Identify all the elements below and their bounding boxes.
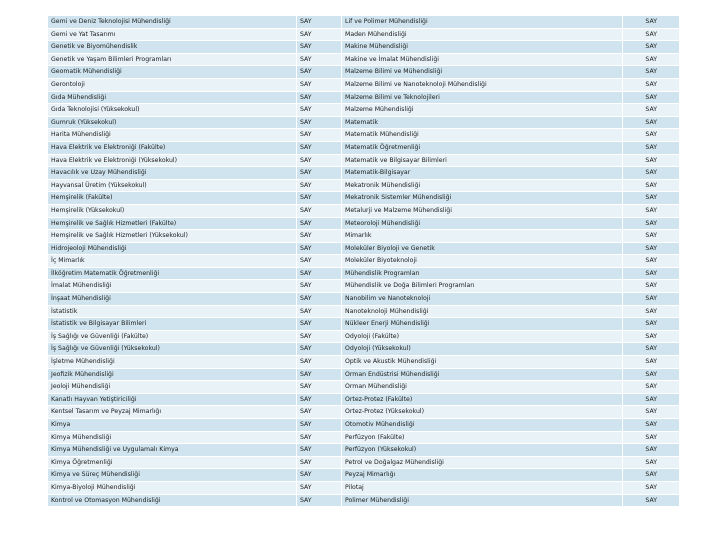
table-row [48,318,679,330]
program-name-right: Pilotaj [342,482,622,494]
score-type-left: SAY [297,92,341,104]
program-name-right: Perfüzyon (Yüksekokul) [342,444,622,456]
score-type-right: SAY [623,218,679,230]
table-row [48,369,679,381]
score-type-right: SAY [623,54,679,66]
program-name-left: İş Sağlığı ve Güvenliği (Fakülte) [48,331,296,343]
score-type-left: SAY [297,167,341,179]
program-name-left: Gıda Mühendisliği [48,92,296,104]
table-row [48,243,679,255]
program-name-right: Polimer Mühendisliği [342,495,622,507]
program-name-left: Kimya [48,419,296,431]
program-name-left: Havacılık ve Uzay Mühendisliği [48,167,296,179]
program-table [47,15,680,507]
program-name-left: Kontrol ve Otomasyon Mühendisliği [48,495,296,507]
program-name-right: Makine ve İmalat Mühendisliği [342,54,622,66]
table-row [48,104,679,116]
score-type-left: SAY [297,192,341,204]
program-name-right: Makine Mühendisliği [342,41,622,53]
program-name-right: Malzeme Bilimi ve Nanoteknoloji Mühendisliği [342,79,622,91]
score-type-right: SAY [623,268,679,280]
score-type-left: SAY [297,129,341,141]
table-row [48,192,679,204]
program-name-left: İstatistik ve Bilgisayar Bilimleri [48,318,296,330]
score-type-left: SAY [297,369,341,381]
program-name-left: Hava Elektrik ve Elektroniği (Yüksekokul) [48,155,296,167]
program-name-right: Mekatronik Mühendisliği [342,180,622,192]
score-type-right: SAY [623,369,679,381]
program-name-left: İstatistik [48,306,296,318]
score-type-right: SAY [623,432,679,444]
score-type-left: SAY [297,230,341,242]
score-type-left: SAY [297,218,341,230]
program-name-left: Geomatik Mühendisliği [48,66,296,78]
score-type-left: SAY [297,306,341,318]
program-name-left: Kimya ve Süreç Mühendisliği [48,469,296,481]
program-name-right: Moleküler Biyoteknoloji [342,255,622,267]
program-name-right: Matematik ve Bilgisayar Bilimleri [342,155,622,167]
program-name-right: Odyoloji (Fakülte) [342,331,622,343]
table-row [48,331,679,343]
score-type-left: SAY [297,79,341,91]
score-type-right: SAY [623,394,679,406]
program-name-left: Kimya Öğretmenliği [48,457,296,469]
score-type-left: SAY [297,41,341,53]
program-name-left: Hemşirelik ve Sağlık Hizmetleri (Fakülte) [48,218,296,230]
score-type-left: SAY [297,318,341,330]
score-type-left: SAY [297,444,341,456]
score-type-right: SAY [623,41,679,53]
table-row [48,230,679,242]
score-type-left: SAY [297,29,341,41]
score-type-left: SAY [297,16,341,28]
program-name-right: Mimarlık [342,230,622,242]
program-name-left: İş Sağlığı ve Güvenliği (Yüksekokul) [48,343,296,355]
table-row [48,444,679,456]
score-type-left: SAY [297,406,341,418]
table-row [48,255,679,267]
program-name-left: Hidrojeoloji Mühendisliği [48,243,296,255]
score-type-right: SAY [623,66,679,78]
score-type-right: SAY [623,29,679,41]
program-name-left: Gemi ve Deniz Teknolojisi Mühendisliği [48,16,296,28]
program-name-right: Nükleer Enerji Mühendisliği [342,318,622,330]
program-name-right: Malzeme Bilimi ve Mühendisliği [342,66,622,78]
score-type-right: SAY [623,293,679,305]
program-name-right: Matematik Mühendisliği [342,129,622,141]
score-type-left: SAY [297,482,341,494]
score-type-left: SAY [297,469,341,481]
table-row [48,495,679,507]
score-type-right: SAY [623,117,679,129]
program-name-right: Orman Endüstrisi Mühendisliği [342,369,622,381]
score-type-right: SAY [623,16,679,28]
score-type-left: SAY [297,381,341,393]
score-type-right: SAY [623,444,679,456]
score-type-right: SAY [623,180,679,192]
table-row [48,356,679,368]
score-type-left: SAY [297,293,341,305]
score-type-left: SAY [297,394,341,406]
program-name-right: Nanobilim ve Nanoteknoloji [342,293,622,305]
program-name-left: Jeofizik Mühendisliği [48,369,296,381]
program-name-right: Lif ve Polimer Mühendisliği [342,16,622,28]
table-row [48,16,679,28]
score-type-right: SAY [623,129,679,141]
program-name-left: Gumruk (Yüksekokul) [48,117,296,129]
program-name-right: Moleküler Biyoloji ve Genetik [342,243,622,255]
program-table-body [48,16,679,506]
program-name-left: Kimya Mühendisliği [48,432,296,444]
program-name-right: Peyzaj Mimarlığı [342,469,622,481]
table-row [48,280,679,292]
table-row [48,92,679,104]
table-row [48,432,679,444]
program-name-left: İşletme Mühendisliği [48,356,296,368]
score-type-left: SAY [297,142,341,154]
program-name-right: Malzeme Mühendisliği [342,104,622,116]
score-type-right: SAY [623,306,679,318]
table-row [48,469,679,481]
score-type-left: SAY [297,117,341,129]
score-type-right: SAY [623,406,679,418]
score-type-left: SAY [297,180,341,192]
program-name-right: Mekatronik Sistemler Mühendisliği [342,192,622,204]
program-name-left: Hava Elektrik ve Elektroniği (Fakülte) [48,142,296,154]
score-type-left: SAY [297,255,341,267]
program-name-left: Jeoloji Mühendisliği [48,381,296,393]
program-name-left: Hemşirelik (Yüksekokul) [48,205,296,217]
program-name-left: Gerontoloji [48,79,296,91]
score-type-left: SAY [297,356,341,368]
score-type-right: SAY [623,243,679,255]
program-name-right: Mühendislik Programları [342,268,622,280]
program-name-left: Harita Mühendisliği [48,129,296,141]
score-type-left: SAY [297,457,341,469]
program-name-left: Genetik ve Biyomühendislik [48,41,296,53]
score-type-left: SAY [297,243,341,255]
program-name-right: Meteoroloji Mühendisliği [342,218,622,230]
table-row [48,293,679,305]
score-type-right: SAY [623,142,679,154]
table-row [48,167,679,179]
score-type-right: SAY [623,457,679,469]
table-row [48,419,679,431]
program-name-left: İlköğretim Matematik Öğretmenliği [48,268,296,280]
table-row [48,129,679,141]
table-row [48,66,679,78]
table-row [48,482,679,494]
program-name-right: Matematik [342,117,622,129]
program-name-right: Odyoloji (Yüksekokul) [342,343,622,355]
table-row [48,394,679,406]
program-name-left: Hemşirelik ve Sağlık Hizmetleri (Yüksekokul) [48,230,296,242]
program-name-left: İnşaat Mühendisliği [48,293,296,305]
program-name-right: Nanoteknoloji Mühendisliği [342,306,622,318]
program-name-right: Matematik Öğretmenliği [342,142,622,154]
program-name-right: Optik ve Akustik Mühendisliği [342,356,622,368]
table-row [48,41,679,53]
program-name-right: Perfüzyon (Fakülte) [342,432,622,444]
program-name-right: Ortez-Protez (Yüksekokul) [342,406,622,418]
score-type-right: SAY [623,155,679,167]
program-name-left: Gemi ve Yat Tasarımı [48,29,296,41]
program-name-left: Hayvansal Üretim (Yüksekokul) [48,180,296,192]
score-type-right: SAY [623,280,679,292]
score-type-right: SAY [623,482,679,494]
score-type-right: SAY [623,230,679,242]
score-type-right: SAY [623,469,679,481]
program-name-left: Gıda Teknolojisi (Yüksekokul) [48,104,296,116]
score-type-left: SAY [297,205,341,217]
score-type-left: SAY [297,331,341,343]
program-name-right: Metalurji ve Malzeme Mühendisliği [342,205,622,217]
program-name-left: Kanatlı Hayvan Yetiştiriciliği [48,394,296,406]
program-name-left: Kimya-Biyoloji Mühendisliği [48,482,296,494]
table-row [48,457,679,469]
program-name-left: İç Mimarlık [48,255,296,267]
program-name-right: Maden Mühendisliği [342,29,622,41]
score-type-right: SAY [623,205,679,217]
score-type-left: SAY [297,104,341,116]
score-type-right: SAY [623,79,679,91]
score-type-right: SAY [623,356,679,368]
table-row [48,155,679,167]
program-name-left: Kimya Mühendisliği ve Uygulamalı Kimya [48,444,296,456]
program-name-left: Kentsel Tasarım ve Peyzaj Mimarlığı [48,406,296,418]
score-type-left: SAY [297,343,341,355]
table-row [48,381,679,393]
table-row [48,54,679,66]
score-type-left: SAY [297,268,341,280]
program-name-right: Matematik-Bilgisayar [342,167,622,179]
score-type-left: SAY [297,495,341,507]
score-type-right: SAY [623,255,679,267]
table-row [48,343,679,355]
score-type-left: SAY [297,280,341,292]
score-type-right: SAY [623,419,679,431]
score-type-left: SAY [297,155,341,167]
table-row [48,142,679,154]
score-type-left: SAY [297,419,341,431]
table-row [48,406,679,418]
program-name-left: Hemşirelik (Fakülte) [48,192,296,204]
table-row [48,218,679,230]
program-name-right: Otomotiv Mühendisliği [342,419,622,431]
score-type-left: SAY [297,66,341,78]
score-type-right: SAY [623,167,679,179]
program-name-right: Orman Mühendisliği [342,381,622,393]
table-row [48,205,679,217]
table-row [48,180,679,192]
score-type-right: SAY [623,381,679,393]
score-type-right: SAY [623,331,679,343]
table-row [48,117,679,129]
program-name-right: Petrol ve Doğalgaz Mühendisliği [342,457,622,469]
program-name-right: Malzeme Bilimi ve Teknolojileri [342,92,622,104]
table-row [48,268,679,280]
score-type-right: SAY [623,104,679,116]
program-name-right: Ortez-Protez (Fakülte) [342,394,622,406]
score-type-right: SAY [623,495,679,507]
score-type-right: SAY [623,92,679,104]
program-name-left: Genetik ve Yaşam Bilimleri Programları [48,54,296,66]
program-name-left: İmalat Mühendisliği [48,280,296,292]
score-type-left: SAY [297,54,341,66]
score-type-right: SAY [623,343,679,355]
program-name-right: Mühendislik ve Doğa Bilimleri Programları [342,280,622,292]
score-type-left: SAY [297,432,341,444]
score-type-right: SAY [623,192,679,204]
table-row [48,306,679,318]
score-type-right: SAY [623,318,679,330]
table-row [48,79,679,91]
table-row [48,29,679,41]
